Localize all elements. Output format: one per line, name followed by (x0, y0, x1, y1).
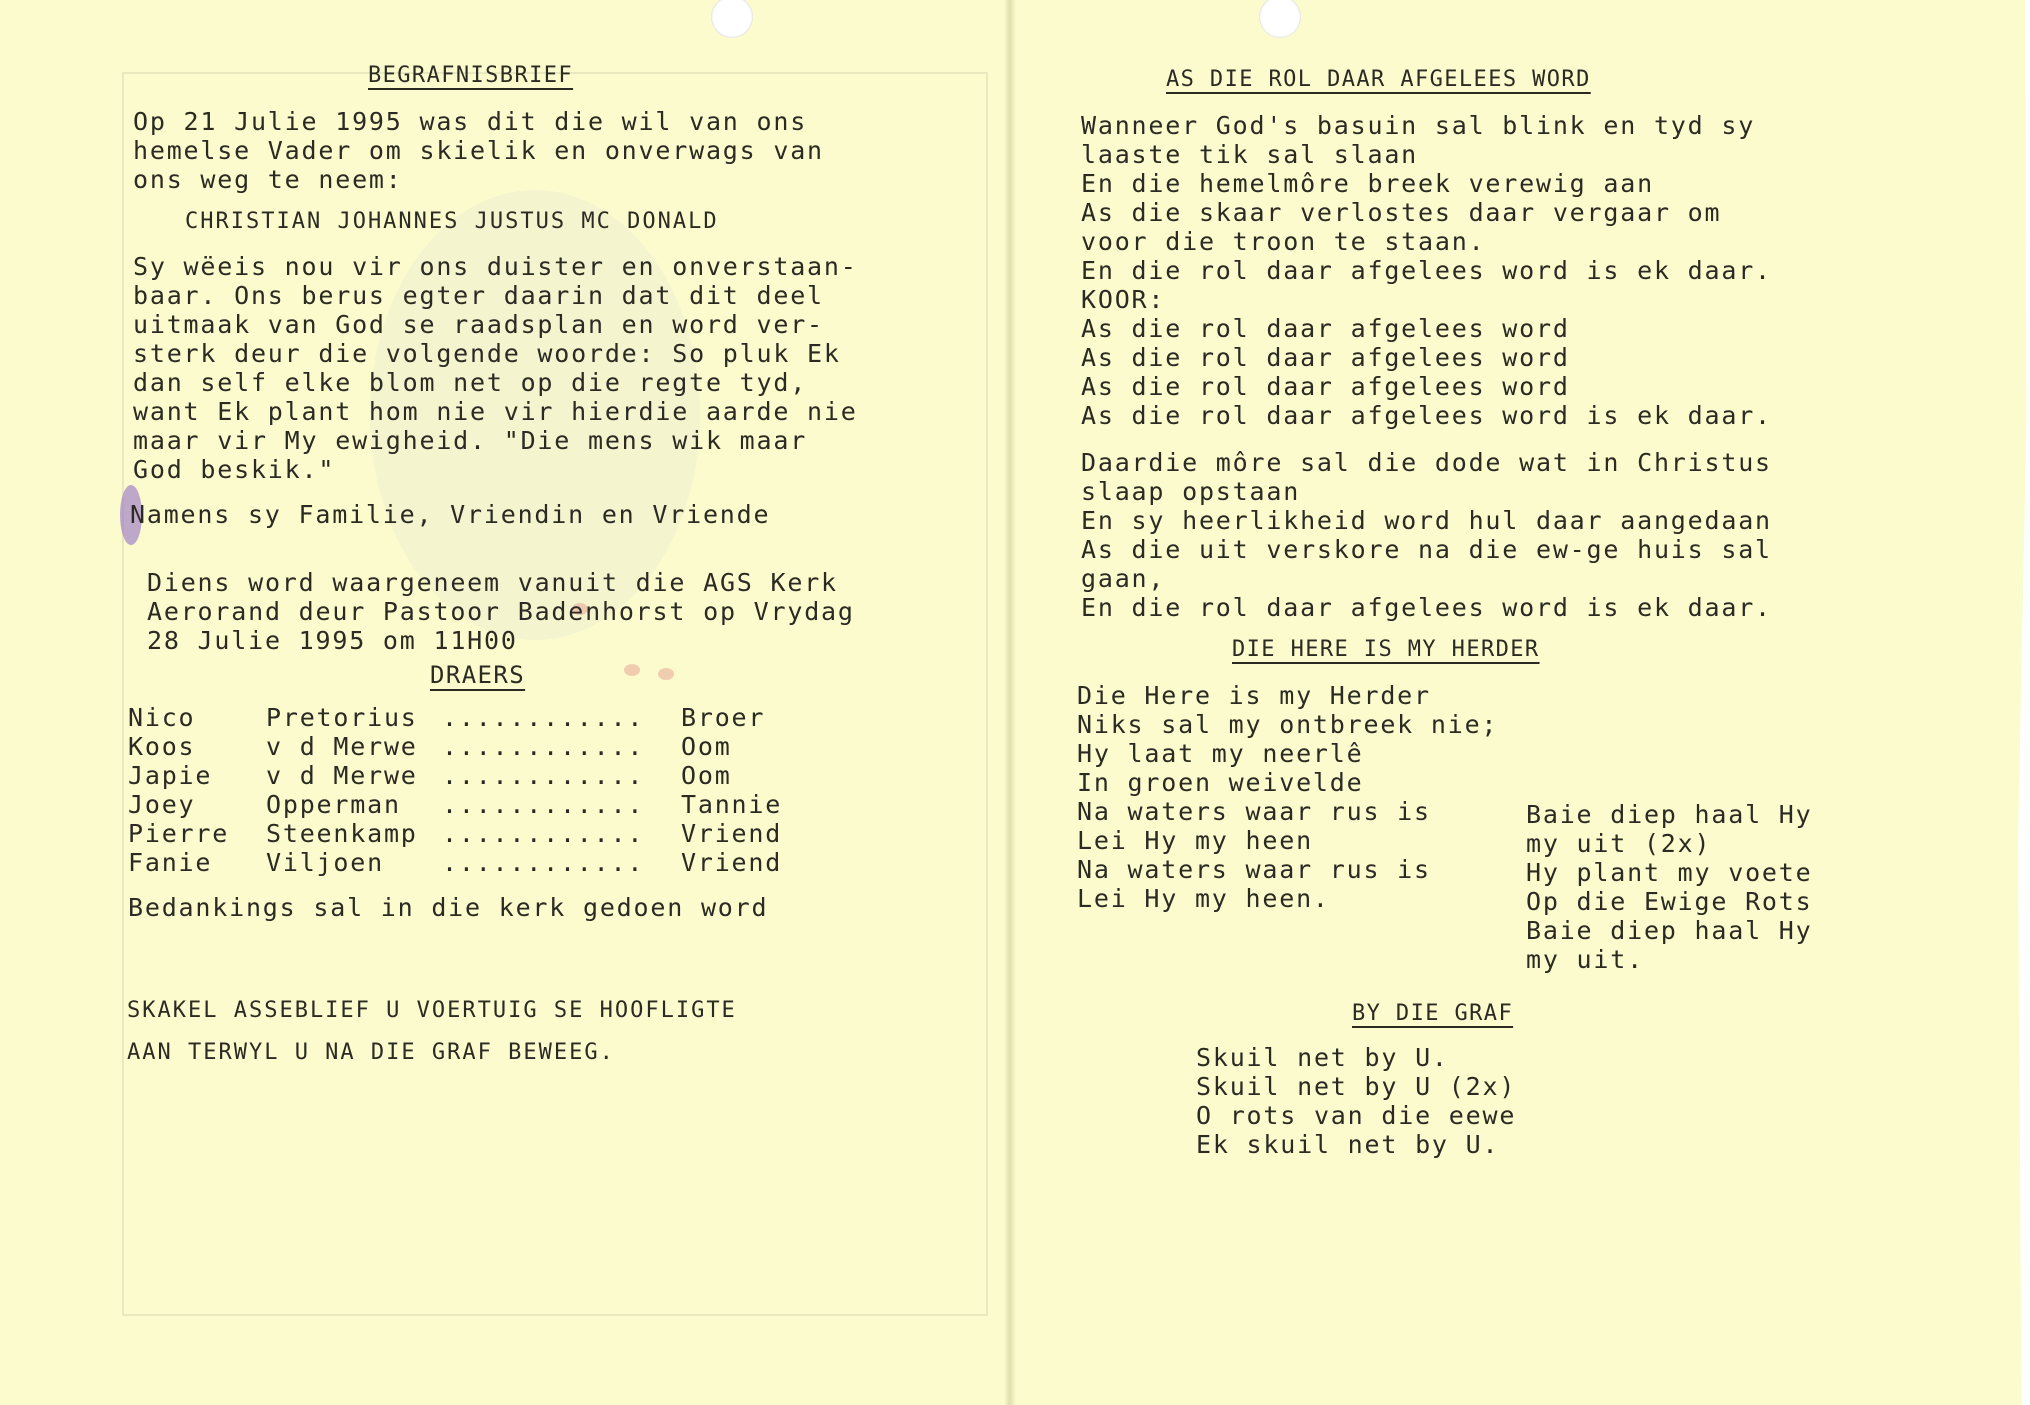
intro-line: hemelse Vader om skielik en onverwags van (133, 136, 824, 165)
bearer-dots: ............ (442, 732, 645, 761)
service-line: 28 Julie 1995 om 11H00 (147, 626, 518, 655)
notice-line: AAN TERWYL U NA DIE GRAF BEWEEG. (127, 1040, 615, 1065)
song-line: As die rol daar afgelees word (1081, 343, 1570, 372)
pink-mark (658, 668, 674, 680)
song-line: Hy laat my neerlê (1077, 739, 1364, 768)
song-line: Skuil net by U (2x) (1196, 1072, 1517, 1101)
song-line: Lei Hy my heen. (1077, 884, 1330, 913)
bearer-last-name: Viljoen (266, 848, 384, 877)
body-line: baar. Ons berus egter daarin dat dit deel (133, 281, 824, 310)
song-line: my uit. (1526, 945, 1644, 974)
bearer-first-name: Pierre (128, 819, 230, 848)
bearer-relation: Broer (681, 703, 766, 732)
body-line: maar vir My ewigheid. "Die mens wik maar (133, 426, 808, 455)
bearer-relation: Vriend (681, 819, 783, 848)
song-line: O rots van die eewe (1196, 1101, 1517, 1130)
song-line: laaste tik sal slaan (1081, 140, 1419, 169)
song-title-rol: AS DIE ROL DAAR AFGELEES WORD (1166, 67, 1591, 92)
song-line: KOOR: (1081, 285, 1166, 314)
bearer-relation: Oom (681, 761, 732, 790)
bearer-last-name: Opperman (266, 790, 401, 819)
song-line: Wanneer God's basuin sal blink en tyd sy (1081, 111, 1756, 140)
body-line: Sy wëeis nou vir ons duister en onverstaan- (133, 252, 858, 281)
song-line: En die rol daar afgelees word is ek daar. (1081, 256, 1772, 285)
service-line: Aerorand deur Pastoor Badenhorst op Vrydag (147, 597, 855, 626)
bearers-title: DRAERS (430, 661, 526, 689)
bearer-dots: ............ (442, 848, 645, 877)
song-line: As die rol daar afgelees word (1081, 372, 1570, 401)
song-line: Na waters waar rus is (1077, 855, 1431, 884)
song-line: Niks sal my ontbreek nie; (1077, 710, 1499, 739)
thanks-line: Bedankings sal in die kerk gedoen word (128, 893, 769, 922)
bearer-last-name: v d Merwe (266, 732, 418, 761)
bearer-first-name: Nico (128, 703, 196, 732)
song-line: Daardie môre sal die dode wat in Christus (1081, 448, 1772, 477)
page-title-begrafnisbrief: BEGRAFNISBRIEF (368, 63, 574, 88)
bearer-relation: Oom (681, 732, 732, 761)
song-line: voor die troon te staan. (1081, 227, 1486, 256)
song-line: As die rol daar afgelees word is ek daar. (1081, 401, 1772, 430)
signoff: Namens sy Familie, Vriendin en Vriende (130, 500, 771, 529)
song-title-graf: BY DIE GRAF (1352, 1001, 1514, 1026)
body-line: uitmaak van God se raadsplan en word ver- (133, 310, 824, 339)
song-line: slaap opstaan (1081, 477, 1301, 506)
body-line: sterk deur die volgende woorde: So pluk Ek (133, 339, 841, 368)
intro-line: Op 21 Julie 1995 was dit die wil van ons (133, 107, 808, 136)
song-line: In groen weivelde (1077, 768, 1364, 797)
song-line: En die rol daar afgelees word is ek daar. (1081, 593, 1772, 622)
bearer-first-name: Koos (128, 732, 196, 761)
service-line: Diens word waargeneem vanuit die AGS Kerk (147, 568, 838, 597)
bearer-first-name: Joey (128, 790, 196, 819)
bearer-relation: Vriend (681, 848, 783, 877)
body-line: want Ek plant hom nie vir hierdie aarde nie (133, 397, 858, 426)
bearer-dots: ............ (442, 819, 645, 848)
song-line: En sy heerlikheid word hul daar aangedaan (1081, 506, 1772, 535)
body-line: dan self elke blom net op die regte tyd, (133, 368, 808, 397)
pink-mark (624, 664, 640, 676)
song-line: Die Here is my Herder (1077, 681, 1431, 710)
song-line: Skuil net by U. (1196, 1043, 1449, 1072)
song-line: Ek skuil net by U. (1196, 1130, 1500, 1159)
song-line: As die uit verskore na die ew-ge huis sal (1081, 535, 1772, 564)
bearer-dots: ............ (442, 790, 645, 819)
bearer-dots: ............ (442, 703, 645, 732)
bearer-first-name: Fanie (128, 848, 213, 877)
song-line: my uit (2x) (1526, 829, 1712, 858)
bearer-last-name: Steenkamp (266, 819, 418, 848)
song-line: Lei Hy my heen (1077, 826, 1313, 855)
song-line: As die rol daar afgelees word (1081, 314, 1570, 343)
bearer-relation: Tannie (681, 790, 783, 819)
song-title-herder: DIE HERE IS MY HERDER (1232, 637, 1540, 662)
deceased-name: CHRISTIAN JOHANNES JUSTUS MC DONALD (185, 209, 719, 234)
bearer-dots: ............ (442, 761, 645, 790)
song-line: Op die Ewige Rots (1526, 887, 1813, 916)
bearer-first-name: Japie (128, 761, 213, 790)
song-line: Baie diep haal Hy (1526, 916, 1813, 945)
notice-line: SKAKEL ASSEBLIEF U VOERTUIG SE HOOFLIGTE (127, 998, 737, 1023)
song-line: As die skaar verlostes daar vergaar om (1081, 198, 1722, 227)
song-line: Hy plant my voete (1526, 858, 1813, 887)
center-fold (1004, 0, 1016, 1405)
body-line: God beskik." (133, 455, 336, 484)
song-line: gaan, (1081, 564, 1166, 593)
intro-line: ons weg te neem: (133, 165, 403, 194)
bearer-last-name: v d Merwe (266, 761, 418, 790)
song-line: Baie diep haal Hy (1526, 800, 1813, 829)
song-line: En die hemelmôre breek verewig aan (1081, 169, 1654, 198)
song-line: Na waters waar rus is (1077, 797, 1431, 826)
bearer-last-name: Pretorius (266, 703, 418, 732)
